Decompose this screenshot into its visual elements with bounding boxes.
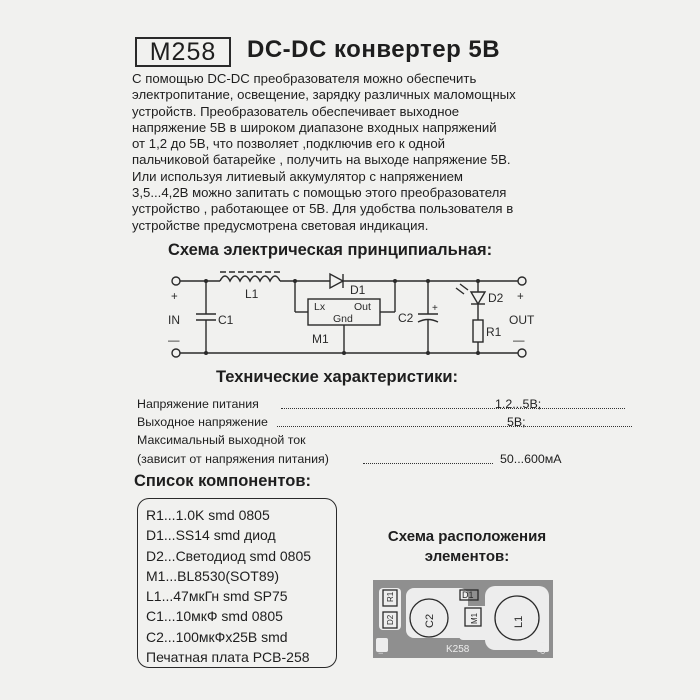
pcb-label-board: K258 bbox=[446, 644, 470, 655]
label-lx: Lx bbox=[314, 301, 326, 313]
spec-label: Максимальный выходной ток bbox=[137, 433, 306, 447]
intro-paragraph bbox=[132, 71, 592, 234]
pcb-label-m1: M1 bbox=[470, 612, 479, 624]
pcb-label-d2: D2 bbox=[386, 614, 395, 625]
label-l1: L1 bbox=[245, 287, 259, 301]
label-in: IN bbox=[168, 313, 180, 327]
component-item: C2...100мкФх25В smd bbox=[146, 628, 288, 645]
spec-value: 5В; bbox=[507, 415, 526, 429]
intro-line: напряжение 5В в широком диапазоне входных напряжений bbox=[132, 119, 497, 135]
intro-line: устройств. Преобразователь обеспечивает выходное bbox=[132, 103, 460, 119]
page-title: DC-DC конвертер 5В bbox=[247, 36, 501, 63]
layout-title-line: элементов: bbox=[424, 548, 510, 565]
intro-line: 3,5...4,2В можно запитать с помощью этого преобразователя bbox=[132, 185, 507, 201]
schematic-title: Схема электрическая принципиальная: bbox=[168, 241, 493, 259]
component-item: C1...10мкФ smd 0805 bbox=[146, 608, 283, 625]
circuit-schematic bbox=[160, 262, 540, 374]
label-gnd: Gnd bbox=[333, 313, 353, 325]
intro-line: устройство , работающее от 5В. Для удобства пользователя в bbox=[132, 201, 514, 217]
pcb-label-d1: D1 bbox=[462, 590, 474, 600]
terminal-out-minus-icon bbox=[518, 349, 526, 357]
intro-line: пальчиковой батарейке , получить на выходе напряжение 5В. bbox=[132, 152, 511, 168]
inductor-l1-icon bbox=[220, 276, 280, 281]
label-r1: R1 bbox=[486, 325, 502, 339]
intro-line: электропитание, освещение, зарядку различных маломощных bbox=[132, 87, 516, 103]
model-number-box bbox=[135, 37, 231, 67]
terminal-in-plus-icon bbox=[172, 277, 180, 285]
intro-line: С помощью DC-DC преобразователя можно обеспечить bbox=[132, 71, 477, 86]
spec-label: Выходное напряжение bbox=[137, 415, 268, 429]
component-item: L1...47мкГн smd SP75 bbox=[146, 588, 288, 605]
pcb-label-r1: R1 bbox=[386, 591, 395, 602]
dot-leader bbox=[277, 426, 632, 427]
layout-title-line: Схема расположения bbox=[387, 528, 547, 545]
dot-leader bbox=[363, 463, 493, 464]
intro-line: от 1,2 до 5В, что позволяет ,подключив его к одной bbox=[132, 136, 446, 152]
components-title: Список компонентов: bbox=[134, 472, 311, 490]
spec-value: 50...600мА bbox=[500, 452, 562, 466]
pcb-layout bbox=[373, 580, 553, 658]
intro-line: Или используя литиевый аккумулятор с напряжением bbox=[132, 168, 463, 184]
pcb-label-c2: C2 bbox=[424, 613, 436, 628]
label-c2-plus: + bbox=[432, 303, 438, 314]
spec-label: (зависит от напряжения питания) bbox=[137, 452, 329, 466]
label-out-pin: Out bbox=[354, 301, 371, 313]
component-item: D2...Светодиод smd 0805 bbox=[146, 547, 312, 564]
label-plus-in: + bbox=[171, 291, 178, 303]
terminal-out-plus-icon bbox=[518, 277, 526, 285]
component-item: D1...SS14 smd диод bbox=[146, 527, 276, 544]
label-d1: D1 bbox=[350, 283, 366, 297]
label-m1: M1 bbox=[312, 332, 329, 346]
label-c1: C1 bbox=[218, 313, 234, 327]
layout-title bbox=[362, 527, 572, 567]
label-plus-out: + bbox=[517, 291, 524, 303]
dot-leader bbox=[281, 408, 625, 409]
resistor-r1-icon bbox=[473, 320, 483, 342]
spec-label: Напряжение питания bbox=[137, 397, 259, 411]
components-list bbox=[146, 505, 311, 667]
label-d2: D2 bbox=[488, 291, 504, 305]
spec-row bbox=[137, 452, 577, 468]
intro-line: устройстве предусмотрена световая индикация. bbox=[132, 217, 429, 233]
terminal-in-minus-icon bbox=[172, 349, 180, 357]
spec-row bbox=[137, 433, 577, 449]
pcb-label-out: OUT bbox=[541, 641, 547, 654]
label-minus-out: — bbox=[513, 335, 525, 347]
label-c2: C2 bbox=[398, 311, 414, 325]
model-number: M258 bbox=[149, 38, 217, 66]
spec-value: 1.2...5В; bbox=[495, 397, 542, 411]
component-item: Печатная плата PCB-258 bbox=[146, 649, 310, 666]
pcb-label-in: IN bbox=[379, 648, 385, 654]
spec-row bbox=[137, 397, 577, 413]
diode-d1-icon bbox=[330, 274, 343, 288]
spec-row bbox=[137, 415, 577, 431]
led-d2-icon bbox=[471, 292, 485, 304]
specs-title: Технические характеристики: bbox=[216, 368, 459, 386]
pcb-label-l1: L1 bbox=[513, 615, 525, 628]
label-out: OUT bbox=[509, 313, 535, 327]
component-item: R1...1.0K smd 0805 bbox=[146, 507, 270, 523]
label-minus-in: — bbox=[168, 335, 180, 347]
component-item: M1...BL8530(SOT89) bbox=[146, 567, 280, 584]
